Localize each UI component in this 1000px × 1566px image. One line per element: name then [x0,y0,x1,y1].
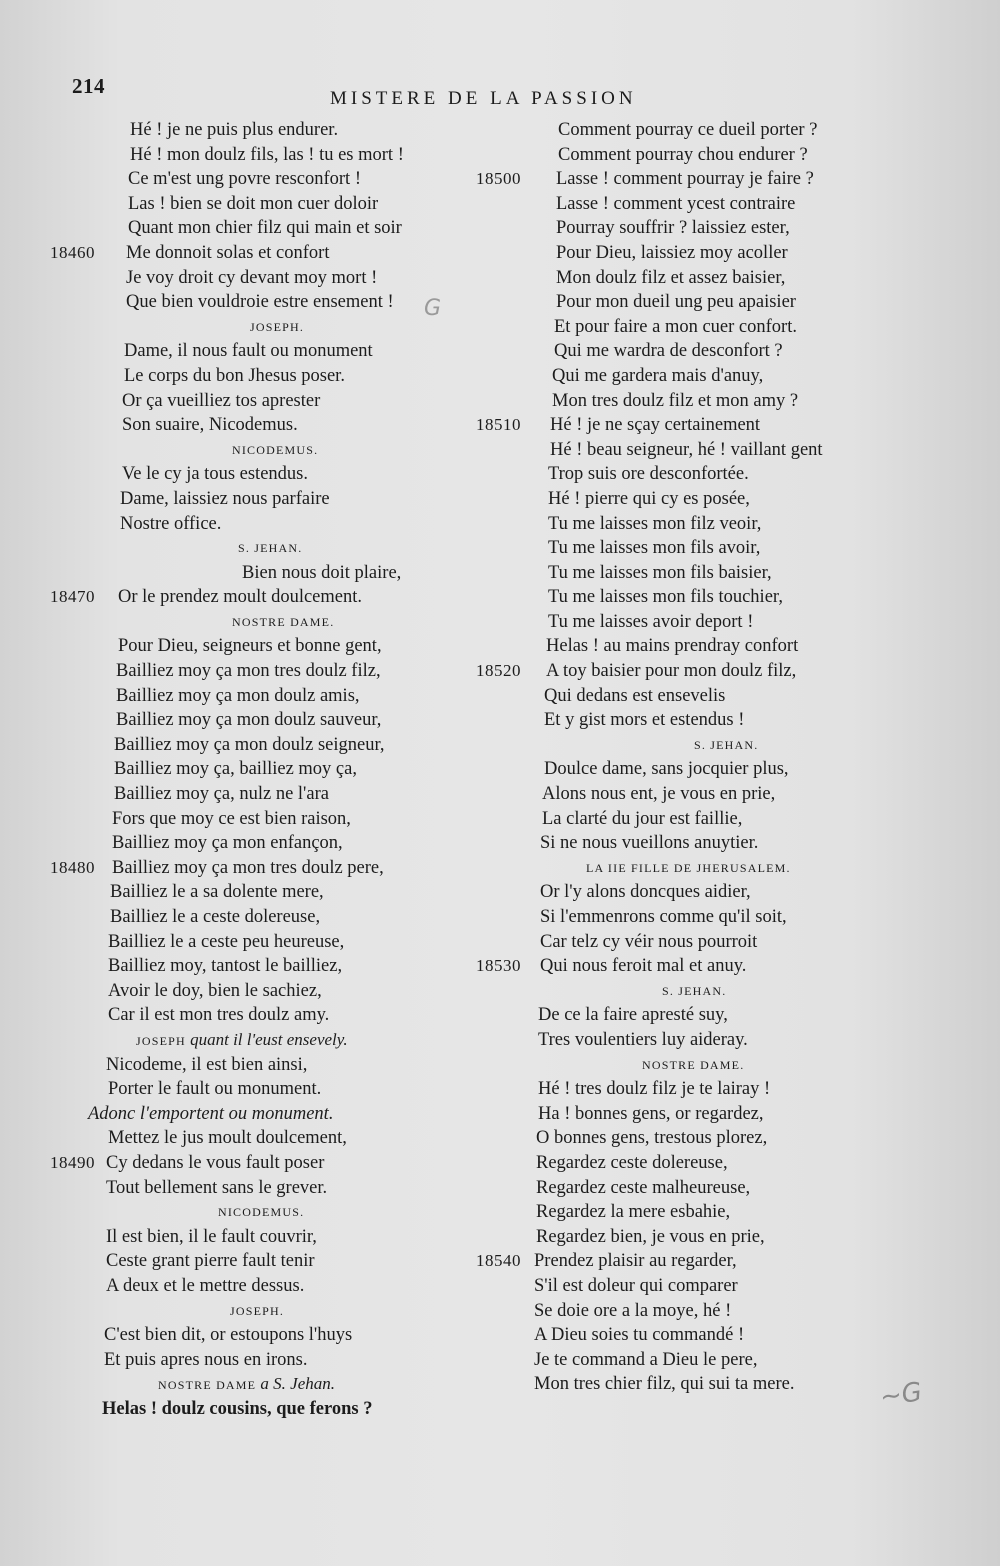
verse-text: Mon tres chier filz, qui sui ta mere. [534,1374,795,1395]
pencil-mark: G [424,296,442,321]
verse-line [50,1077,450,1102]
verse-line [476,413,876,438]
verse-line [476,536,876,561]
verse-text: Tu me laisses mon fils touchier, [548,587,783,608]
verse-text: Et y gist mors et estendus ! [544,710,745,731]
verse-text: Las ! bien se doit mon cuer doloir [128,193,379,214]
verse-text: Hé ! mon doulz fils, las ! tu es mort ! [130,144,404,165]
verse-text: De ce la faire apresté suy, [538,1005,728,1026]
verse-line [50,831,450,856]
verse-text: A Dieu soies tu commandé ! [534,1325,745,1346]
verse-line [476,192,876,217]
verse-line [50,708,450,733]
verse-line [50,118,450,143]
verse-text: Mon tres doulz filz et mon amy ? [552,390,799,411]
verse-text: Or l'y alons doncques aidier, [540,882,751,903]
verse-line [50,266,450,291]
verse-text: Hé ! pierre qui cy es posée, [548,488,750,509]
verse-line [476,831,876,856]
speaker-heading [50,1028,450,1053]
verse-text: Ve le cy ja tous estendus. [122,464,308,485]
verse-line [476,684,876,709]
speaker-name [238,536,302,561]
verse-line [476,487,876,512]
verse-line [476,905,876,930]
verse-text: Dame, laissiez nous parfaire [120,488,330,509]
speaker-label: NICODEMUS. [232,442,319,457]
speaker-heading [50,438,450,463]
verse-text: Tu me laisses mon fils avoir, [548,538,761,559]
verse-text: Me donnoit solas et confort [126,242,330,263]
verse-line [50,807,450,832]
verse-text: Hé ! je ne puis plus endurer. [130,120,339,140]
verse-text: Regardez bien, je vous en prie, [536,1226,765,1247]
speaker-name [232,610,334,635]
verse-text: Helas ! au mains prendray confort [546,636,799,657]
verse-line [50,954,450,979]
verse-text: Bailliez moy ça mon tres doulz filz, [116,661,381,682]
verse-line [50,757,450,782]
verse-text: Ha ! bonnes gens, or regardez, [538,1103,764,1124]
verse-line [476,1028,876,1053]
verse-text: Comment pourray ce dueil porter ? [558,120,818,140]
verse-text: Bailliez le a ceste peu heureuse, [108,931,345,952]
verse-line [50,684,450,709]
verse-text: Tu me laisses avoir deport ! [548,611,754,632]
verse-line [476,659,876,684]
verse-line [476,561,876,586]
verse-line [50,192,450,217]
speaker-label: JOSEPH. [250,319,305,334]
speaker-name [230,1299,284,1324]
speaker-heading [50,315,450,340]
verse-line [50,143,450,168]
line-number: 18530 [476,956,521,976]
verse-line [50,1053,450,1078]
line-number: 18480 [50,857,95,877]
verse-text: Je voy droit cy devant moy mort ! [126,267,378,288]
verse-line [50,290,450,315]
line-number: 18500 [476,169,521,189]
verse-text: Regardez la mere esbahie, [536,1202,731,1223]
verse-text: Et pour faire a mon cuer confort. [554,316,797,337]
verse-line [50,339,450,364]
verse-line [476,315,876,340]
speaker-name [250,315,304,340]
verse-line [476,1323,876,1348]
verse-line [476,512,876,537]
verse-line [476,1077,876,1102]
verse-line [476,389,876,414]
verse-line [476,782,876,807]
speaker-name [586,856,791,881]
verse-line [476,143,876,168]
speaker-name [232,438,318,463]
speaker-label: NICODEMUS. [218,1205,305,1220]
verse-text: Hé ! beau seigneur, hé ! vaillant gent [550,439,823,460]
speaker-heading [50,536,450,561]
verse-text: Quant mon chier filz qui main et soir [128,218,402,239]
verse-line [50,364,450,389]
speaker-heading [50,1372,450,1397]
verse-line [50,1274,450,1299]
running-head: MISTERE DE LA PASSION [330,88,637,109]
speaker-name [158,1372,335,1398]
speaker-name [662,979,726,1004]
verse-text: Qui me gardera mais d'anuy, [552,365,764,386]
line-number: 18510 [476,415,521,435]
verse-text: Trop suis ore desconfortée. [548,464,749,485]
verse-line [50,1003,450,1028]
verse-line [476,1126,876,1151]
verse-text: Bailliez moy ça mon doulz amis, [116,685,360,706]
verse-line [50,856,450,881]
verse-text: Or le prendez moult doulcement. [118,587,363,608]
verse-text: Si l'emmenrons comme qu'il soit, [540,907,787,927]
verse-text: Qui dedans est ensevelis [544,685,726,706]
verse-line [50,634,450,659]
verse-text: A deux et le mettre dessus. [106,1275,305,1296]
verse-text: Mon doulz filz et assez baisier, [556,267,786,288]
verse-text: Car il est mon tres doulz amy. [108,1005,330,1026]
speaker-label: NOSTRE DAME. [232,614,335,629]
verse-line [476,266,876,291]
verse-line [50,1323,450,1348]
verse-line [50,659,450,684]
speaker-heading [476,979,876,1004]
verse-line [476,339,876,364]
line-number: 18540 [476,1251,521,1271]
verse-text: Bailliez moy ça mon enfançon, [112,833,343,854]
verse-line [476,585,876,610]
verse-line [50,733,450,758]
verse-text: Nicodeme, il est bien ainsi, [106,1054,308,1075]
verse-line [50,979,450,1004]
verse-text: Tu me laisses mon filz veoir, [548,513,762,534]
verse-text: Adonc l'emportent ou monument. [88,1103,334,1124]
verse-text: Regardez ceste malheureuse, [536,1177,751,1198]
verse-line [50,462,450,487]
verse-text: Bailliez moy, tantost le bailliez, [108,956,343,977]
verse-line [476,216,876,241]
verse-line [50,413,450,438]
verse-text: Son suaire, Nicodemus. [122,415,298,436]
verse-line [476,1225,876,1250]
speaker-name [642,1053,744,1078]
verse-text: Ceste grant pierre fault tenir [106,1251,315,1272]
verse-text: Avoir le doy, bien le sachiez, [108,980,322,1001]
verse-text: Si ne nous vueillons anuytier. [540,833,759,854]
verse-text: Le corps du bon Jhesus poser. [124,365,345,386]
verse-line [476,1200,876,1225]
verse-text: S'il est doleur qui comparer [534,1275,738,1296]
speaker-heading [50,1299,450,1324]
verse-text: Bailliez le a sa dolente mere, [110,882,324,903]
verse-text: Je te command a Dieu le pere, [534,1349,758,1370]
verse-line [50,1348,450,1373]
line-number: 18520 [476,661,521,681]
right-column [476,118,876,1397]
verse-line [50,905,450,930]
speaker-heading [476,856,876,881]
speaker-label: NOSTRE DAME. [642,1057,745,1072]
verse-line [476,118,876,143]
speaker-label: JOSEPH. [230,1303,285,1318]
verse-text: Comment pourray chou endurer ? [558,144,808,165]
verse-line [476,1249,876,1274]
verse-text: Bailliez le a ceste dolereuse, [110,907,321,927]
line-number: 18490 [50,1152,95,1172]
verse-line [476,364,876,389]
verse-line [50,487,450,512]
speaker-label: S. JEHAN. [238,541,303,556]
verse-text: Helas ! doulz cousins, que ferons ? [102,1398,373,1419]
verse-line [476,807,876,832]
verse-text: Porter le fault ou monument. [108,1079,322,1100]
verse-line [50,1151,450,1176]
speaker-name [694,733,758,758]
verse-text: Lasse ! comment ycest contraire [556,193,796,214]
verse-line [476,954,876,979]
verse-line [476,1176,876,1201]
verse-line [476,610,876,635]
verse-line [50,1397,450,1422]
verse-text: Et puis apres nous en irons. [104,1349,308,1370]
speaker-name [218,1200,304,1225]
pencil-annotation: ~G [878,1377,924,1413]
verse-text: Car telz cy véir nous pourroit [540,931,758,952]
verse-text: Ce m'est ung povre resconfort ! [128,169,361,190]
verse-line [50,1126,450,1151]
verse-line [476,438,876,463]
verse-line [476,1299,876,1324]
verse-text: La clarté du jour est faillie, [542,808,743,829]
verse-line [476,880,876,905]
verse-text: Qui nous feroit mal et anuy. [540,956,747,977]
verse-text: Tout bellement sans le grever. [106,1177,328,1198]
left-column [50,118,450,1421]
verse-text: Hé ! tres doulz filz je te lairay ! [538,1079,771,1100]
verse-line [476,241,876,266]
verse-text: Bailliez moy ça, nulz ne l'ara [114,784,329,805]
verse-text: Pour Dieu, laissiez moy acoller [556,242,788,263]
verse-text: Or ça vueilliez tos aprester [122,390,321,411]
verse-text: Tres voulentiers luy aideray. [538,1029,748,1050]
speaker-name [136,1028,348,1054]
verse-line [50,585,450,610]
verse-line [476,290,876,315]
speaker-heading [50,1200,450,1225]
verse-line [50,880,450,905]
verse-text: Dame, il nous fault ou monument [124,341,373,362]
verse-text: C'est bien dit, or estoupons l'huys [104,1325,353,1346]
verse-text: Bailliez moy ça mon doulz seigneur, [114,734,385,755]
verse-text: Hé ! je ne sçay certainement [550,415,761,436]
verse-line [476,1151,876,1176]
verse-text: Lasse ! comment pourray je faire ? [556,169,814,190]
verse-text: Se doie ore a la moye, hé ! [534,1300,732,1321]
stage-direction-inline: quant il l'eust ensevely. [190,1029,348,1049]
verse-line [50,561,450,586]
verse-text: Bailliez moy ça mon tres doulz pere, [112,857,384,878]
verse-line [50,1225,450,1250]
verse-text: Bailliez moy ça mon doulz sauveur, [116,710,382,731]
verse-line [476,1348,876,1373]
verse-text: Tu me laisses mon fils baisier, [548,562,772,583]
verse-text: Bien nous doit plaire, [242,562,402,583]
verse-line [476,167,876,192]
verse-text: Pourray souffrir ? laissiez ester, [556,218,790,239]
line-number: 18470 [50,587,95,607]
page-number: 214 [72,74,105,98]
speaker-label: NOSTRE DAME [158,1378,257,1393]
verse-line [476,1372,876,1397]
verse-line [476,634,876,659]
speaker-heading [50,610,450,635]
verse-text: O bonnes gens, trestous plorez, [536,1128,768,1149]
speaker-heading [476,1053,876,1078]
speaker-label: S. JEHAN. [662,983,727,998]
verse-line [50,216,450,241]
verse-text: Bailliez moy ça, bailliez moy ça, [114,759,357,780]
verse-line [476,1003,876,1028]
speaker-label: JOSEPH [136,1033,186,1048]
verse-text: Il est bien, il le fault couvrir, [106,1226,317,1247]
verse-line [50,1176,450,1201]
stage-direction [50,1102,450,1127]
speaker-heading [476,733,876,758]
speaker-label: LA IIE FILLE DE JHERUSALEM. [586,860,791,875]
verse-text: Cy dedans le vous fault poser [106,1152,325,1173]
verse-line [476,1102,876,1127]
verse-line [50,1249,450,1274]
verse-line [50,167,450,192]
verse-line [476,1274,876,1299]
verse-line [50,930,450,955]
verse-text: Que bien vouldroie estre ensement ! [126,292,394,313]
verse-text: Fors que moy ce est bien raison, [112,808,351,829]
verse-text: Alons nous ent, je vous en prie, [542,784,776,805]
speaker-label: S. JEHAN. [694,737,759,752]
verse-text: Prendez plaisir au regarder, [534,1251,737,1272]
verse-line [476,462,876,487]
verse-line [476,930,876,955]
verse-line [476,708,876,733]
verse-line [50,782,450,807]
verse-text: Mettez le jus moult doulcement, [108,1128,347,1149]
verse-text: Doulce dame, sans jocquier plus, [544,759,789,780]
stage-direction-inline: a S. Jehan. [260,1374,335,1394]
verse-text: Qui me wardra de desconfort ? [554,341,783,362]
verse-line [476,757,876,782]
verse-line [50,512,450,537]
verse-text: Regardez ceste dolereuse, [536,1152,728,1173]
verse-line [50,241,450,266]
line-number: 18460 [50,242,95,262]
verse-text: Pour Dieu, seigneurs et bonne gent, [118,636,382,657]
verse-text: Pour mon dueil ung peu apaisier [556,292,796,313]
verse-line [50,389,450,414]
verse-text: Nostre office. [120,513,222,534]
verse-text: A toy baisier pour mon doulz filz, [546,661,797,682]
